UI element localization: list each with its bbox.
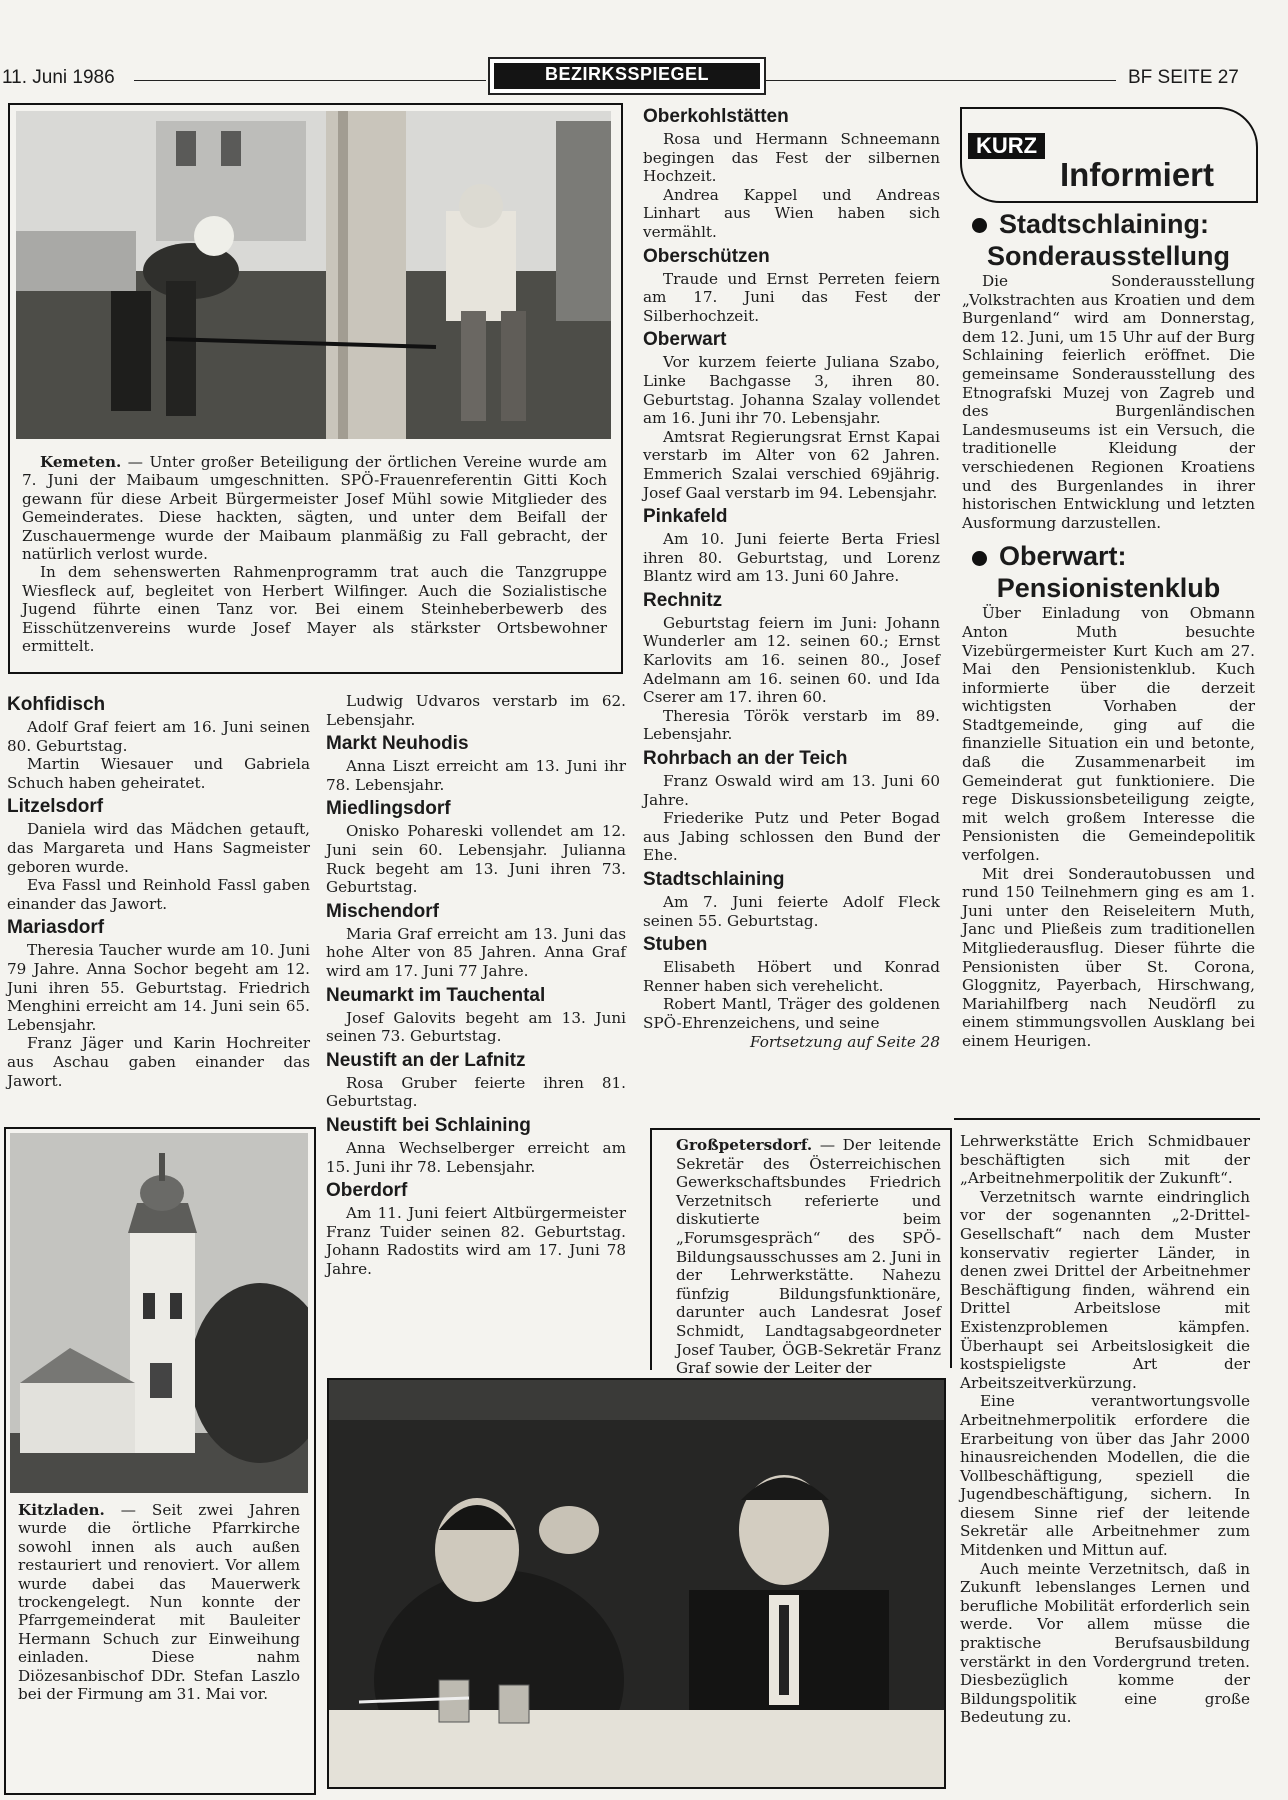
paragraph: Die Sonderausstellung „Volkstrachten aus Kroatien und dem Burgenland“ wird am Donnerstag, dem 12. Juni, um 15 Uhr auf der Burg Schlaining feierlich eröffnet. Die gemeinsame Sonderausstellung des Etnografski Muzej von Zagreb und des Burgenländischen Landesmuseums ist ein Versuch, die traditionelle Kleidung der verschiedenen Regionen Kroatiens und des Burgenlandes in ihrer historischen Entwicklung und letzten Ausformung darzustellen. [962, 272, 1255, 532]
kemeten-text: — Unter großer Beteiligung der örtlichen Vereine wurde am 7. Juni der Maibaum umgeschnitten. SPÖ-Frauenreferentin Gitti Koch gewann für diese Arbeit Bürgermeister Josef Mühl sowie Mitglieder des Gemeinderates. Diese hackten, sägten, und unter dem Beifall der Zuschauermenge wurde der Maibaum planmäßig zu Fall gebracht, der natürlich verlost wurde. [22, 453, 607, 564]
paragraph: Traude und Ernst Perreten feiern am 17. Juni das Fest der Silberhochzeit. [643, 269, 940, 325]
bullet-icon [972, 551, 987, 566]
kurz-tag: KURZ [968, 133, 1045, 159]
maypole-photo [16, 111, 611, 439]
heading-mischendorf: Mischendorf [326, 900, 439, 922]
kurz-heading-1b: Sonderausstellung [986, 241, 1231, 271]
kurz-heading-2 [962, 540, 1255, 572]
bullet-icon [972, 218, 987, 233]
forum-photo-image [329, 1380, 944, 1787]
section-pinkafeld [643, 504, 940, 586]
kurz-heading-1a: Stadtschlaining: [999, 209, 1210, 239]
paragraph: Franz Oswald wird am 13. Juni 60 Jahre. [643, 772, 940, 809]
paragraph: Theresia Taucher wurde am 10. Juni 79 Jahre. Anna Sochor begeht am 12. Juni ihren 55. Geburtstag. Friedrich Menghini erreicht am 14. Juni sein 65. Lebensjahr. [7, 941, 310, 1034]
paragraph: Ludwig Udvaros verstarb im 62. Lebensjahr. [326, 692, 626, 729]
heading-markt-neuhodis: Markt Neuhodis [326, 733, 469, 755]
kurz-item-oberwart [962, 540, 1255, 1050]
section-neumarkt [326, 983, 626, 1046]
paragraph: Eva Fassl und Reinhold Fassl gaben einander das Jawort. [7, 876, 310, 913]
paragraph: Adolf Graf feiert am 16. Juni seinen 80. Geburtstag. [7, 718, 310, 755]
section-markt-neuhodis [326, 731, 626, 794]
section-mischendorf [326, 899, 626, 981]
paragraph: Vor kurzem feierte Juliana Szabo, Linke Bachgasse 3, ihren 80. Geburtstag. Johanna Szalay vollendet am 16. Juni ihr 70. Lebensjahr. [643, 353, 940, 428]
paragraph: Friederike Putz und Peter Bogad aus Jabing schlossen den Bund der Ehe. [643, 809, 940, 865]
grosspetersdorf-text [676, 1136, 941, 1378]
section-kohfidisch [7, 692, 310, 792]
paragraph: Franz Jäger und Karin Hochreiter aus Aschau gaben einander das Jawort. [7, 1034, 310, 1090]
heading-stuben: Stuben [643, 934, 708, 956]
paragraph: Anna Wechselberger erreicht am 15. Juni ihr 78. Lebensjahr. [326, 1138, 626, 1176]
kemeten-box [8, 103, 623, 674]
paragraph: Rosa Gruber feierte ihren 81. Geburtstag. [326, 1073, 626, 1111]
divider [954, 1118, 1260, 1120]
paragraph: Josef Galovits begeht am 13. Juni seinen 73. Geburtstag. [326, 1008, 626, 1046]
kitzladen-lead: Kitzladen. [18, 1501, 105, 1519]
heading-neustift-schlaining: Neustift bei Schlaining [326, 1114, 531, 1136]
column-4 [962, 208, 1255, 1051]
section-stuben [643, 932, 940, 1032]
church-photo [10, 1133, 308, 1493]
paragraph: Anna Liszt erreicht am 13. Juni ihr 78. Lebensjahr. [326, 757, 626, 794]
section-banner [488, 57, 766, 95]
paragraph: Geburtstag feiern im Juni: Johann Wunderler am 12. seinen 60.; Ernst Karlovits am 16. seinen 80., Josef Adelmann am 16. seinen 60. und Ida Cserer am 17. ihren 60. [643, 613, 940, 707]
kurz-heading-2b: Pensionistenklub [996, 573, 1221, 604]
heading-neustift-lafnitz: Neustift an der Lafnitz [326, 1049, 526, 1071]
paragraph: Mit drei Sonderautobussen und rund 150 Teilnehmern ging es am 1. Juni unter den Reiseleitern Muth, Janc und Pließeis zum traditionellen Mitgliederausflug. Dieser führte die Pensionisten über St. Corona, Gloggnitz, Payerbach, Hirschwang, Mariahilfberg nach Neudörfl zu einem stimmungsvollen Ausklang bei einem Heurigen. [962, 864, 1255, 1050]
heading-mariasdorf: Mariasdorf [7, 917, 105, 939]
grosspetersdorf-body: — Der leitende Sekretär des Österreichischen Gewerkschaftsbundes Friedrich Verzetnitsch referierte und diskutierte beim „Forumsgespräch“ des SPÖ-Bildungsausschusses am 2. Juni in der Lehrwerkstätte. Nahezu fünfzig Bildungsfunktionäre, darunter auch Landesrat Josef Schmidt, Landtagsabgeordneter Josef Tauber, ÖGB-Sekretär Franz Graf sowie der Leiter der [676, 1136, 941, 1378]
column-1 [7, 690, 310, 1090]
heading-pinkafeld: Pinkafeld [643, 506, 728, 528]
header-rule-right [764, 80, 1116, 81]
church-photo-image [10, 1133, 308, 1493]
kurz-heading-2a: Oberwart: [999, 541, 1127, 572]
heading-oberdorf: Oberdorf [326, 1180, 408, 1202]
paragraph: Rosa und Hermann Schneemann begingen das Fest der silbernen Hochzeit. [643, 130, 940, 186]
section-neustift-schlaining [326, 1113, 626, 1176]
heading-neumarkt: Neumarkt im Tauchental [326, 984, 546, 1006]
section-litzelsdorf [7, 794, 310, 913]
section-mariasdorf [7, 915, 310, 1090]
paragraph: Theresia Török verstarb im 89. Lebensjahr. [643, 706, 940, 744]
divider [950, 1128, 952, 1368]
column-3 [643, 104, 940, 1051]
issue-date: 11. Juni 1986 [2, 67, 115, 88]
column-2 [326, 692, 626, 1278]
heading-oberschuetzen: Oberschützen [643, 245, 770, 267]
paragraph: Über Einladung von Obmann Anton Muth besuchte Vizebürgermeister Kurt Kuch am 27. Mai den Pensionistenklub. Kuch informierte über die derzeit wichtigsten Vorhaben der Stadtgemeinde, ging auf die finanzielle Situation ein und betonte, daß die Zusammenarbeit im Gemeinderat gut funktioniere. Die rege Diskussionsbeteiligung zeigte, mit welch großem Interesse die Pensionisten die Gemeindepolitik verfolgen. [962, 604, 1255, 865]
paragraph: Eine verantwortungsvolle Arbeitnehmerpolitik erfordere die Erarbeitung von über das Jahr 2000 hinausreichenden Modellen, die die Vollbeschäftigung, speziell die Jugendbeschäftigung, sichern. In diesem Sinne rief der leitende Sekretär alle Arbeitnehmer zum Mitdenken und Mittun auf. [960, 1392, 1250, 1560]
section-title: BEZIRKSSPIEGEL [494, 63, 760, 89]
paragraph: Martin Wiesauer und Gabriela Schuch haben geheiratet. [7, 755, 310, 792]
section-miedlingsdorf [326, 796, 626, 896]
paragraph: Am 7. Juni feierte Adolf Fleck seinen 55. Geburtstag. [643, 893, 940, 930]
grosspetersdorf-box [650, 1128, 952, 1378]
forum-photo [327, 1378, 946, 1789]
kurz-heading-1 [962, 208, 1255, 240]
kemeten-text-2: In dem sehenswerten Rahmenprogramm trat auch die Tanzgruppe Wiesfleck auf, begleitet von Herbert Wilfinger. Auch die Sozialistische Jugend führte einen Tanz vor. Bei einem Steinheberbewerb des Eisschützenvereins wurde Josef Mayer als stärkster Ortsbewohner ermittelt. [22, 563, 607, 656]
paragraph: Auch meinte Verzetnitsch, daß in Zukunft lebenslanges Lernen und berufliche Mobilität erforderlich sein werde. Vor allem müsse die praktische Berufsausbildung verstärkt in den Vordergrund treten. Diesbezüglich komme der Bildungspolitik eine große Bedeutung zu. [960, 1559, 1250, 1727]
kemeten-lead: Kemeten. [40, 453, 122, 471]
informiert-title: Informiert [1060, 156, 1215, 193]
kitzladen-text: — Seit zwei Jahren wurde die örtliche Pfarrkirche sowohl innen als auch außen restauriert und renoviert. Vor allem wurde dabei das Mauerwerk trockengelegt. Nun konnte der Pfarrgemeinderat mit Bauleiter Hermann Schuch zur Einweihung einladen. Diese nahm Diözesanbischof DDr. Stefan Laszlo bei der Firmung am 31. Mai vor. [18, 1501, 300, 1704]
paragraph: Maria Graf erreicht am 13. Juni das hohe Alter von 85 Jahren. Anna Graf wird am 17. Juni 77 Jahre. [326, 924, 626, 980]
lehrwerk-column [960, 1132, 1250, 1727]
paragraph: Am 10. Juni feierte Berta Friesl ihren 80. Geburtstag, und Lorenz Blantz wird am 13. Juni 60 Jahre. [643, 530, 940, 586]
kitzladen-box [4, 1127, 316, 1795]
paragraph: Andrea Kappel und Andreas Linhart aus Wien haben sich vermählt. [643, 185, 940, 241]
kitzladen-caption [18, 1501, 300, 1703]
paragraph: Daniela wird das Mädchen getauft, das Margareta und Hans Sagmeister geboren wurde. [7, 820, 310, 876]
heading-oberwart: Oberwart [643, 329, 727, 351]
paragraph: Elisabeth Höbert und Konrad Renner haben sich verehelicht. [643, 958, 940, 995]
paragraph: Am 11. Juni feiert Altbürgermeister Franz Tuider seinen 82. Geburtstag. Johann Radostits wird am 17. Juni 78 Jahre. [326, 1204, 626, 1278]
section-oberwart [643, 327, 940, 502]
heading-oberkohlstaetten: Oberkohlstätten [643, 106, 789, 127]
heading-rohrbach: Rohrbach an der Teich [643, 748, 848, 770]
paragraph: Robert Mantl, Träger des goldenen SPÖ-Ehrenzeichens, und seine [643, 995, 940, 1032]
kurz-item-stadtschlaining [962, 208, 1255, 532]
section-neustift-lafnitz [326, 1048, 626, 1111]
paragraph: Amtsrat Regierungsrat Ernst Kapai verstarb im Alter von 62 Jahren. Emmerich Szalai verschied 69jährig. Josef Gaal verstarb im 94. Lebensjahr. [643, 427, 940, 502]
section-oberschuetzen [643, 244, 940, 326]
heading-rechnitz: Rechnitz [643, 589, 723, 611]
section-oberkohlstaetten [643, 104, 940, 242]
kemeten-caption [22, 453, 607, 655]
page-number: BF SEITE 27 [1128, 67, 1239, 88]
grosspetersdorf-lead: Großpetersdorf. [676, 1136, 813, 1154]
heading-stadtschlaining: Stadtschlaining [643, 869, 785, 890]
section-oberdorf [326, 1178, 626, 1278]
heading-kohfidisch: Kohfidisch [7, 694, 106, 715]
paragraph: Onisko Pohareski vollendet am 12. Juni sein 60. Lebensjahr. Julianna Ruck begeht am 13. Juni ihren 73. Geburtstag. [326, 822, 626, 897]
section-rechnitz [643, 588, 940, 744]
section-rohrbach [643, 746, 940, 865]
paragraph: Lehrwerkstätte Erich Schmidbauer beschäftigten sich mit der „Arbeitnehmerpolitik der Zukunft“. [960, 1132, 1250, 1188]
section-stadtschlaining [643, 867, 940, 930]
continuation-note: Fortsetzung auf Seite 28 [750, 1032, 940, 1051]
heading-miedlingsdorf: Miedlingsdorf [326, 798, 451, 820]
header-rule-left [134, 80, 486, 81]
paragraph: Verzetnitsch warnte eindringlich vor der sogenannten „2-Drittel-Gesellschaft“ nach dem Muster konservativ regierter Länder, in denen zwei Drittel der Arbeitnehmer Beschäftigung finden, während ein Drittel Arbeitslose mit Existenzproblemen kämpfen. Überhaupt sei Arbeitslosigkeit die kostspieligste Art der Arbeitszeitverkürzung. [960, 1187, 1250, 1392]
heading-litzelsdorf: Litzelsdorf [7, 796, 104, 818]
maypole-photo-image [16, 111, 611, 439]
kurz-informiert-header [960, 107, 1256, 205]
